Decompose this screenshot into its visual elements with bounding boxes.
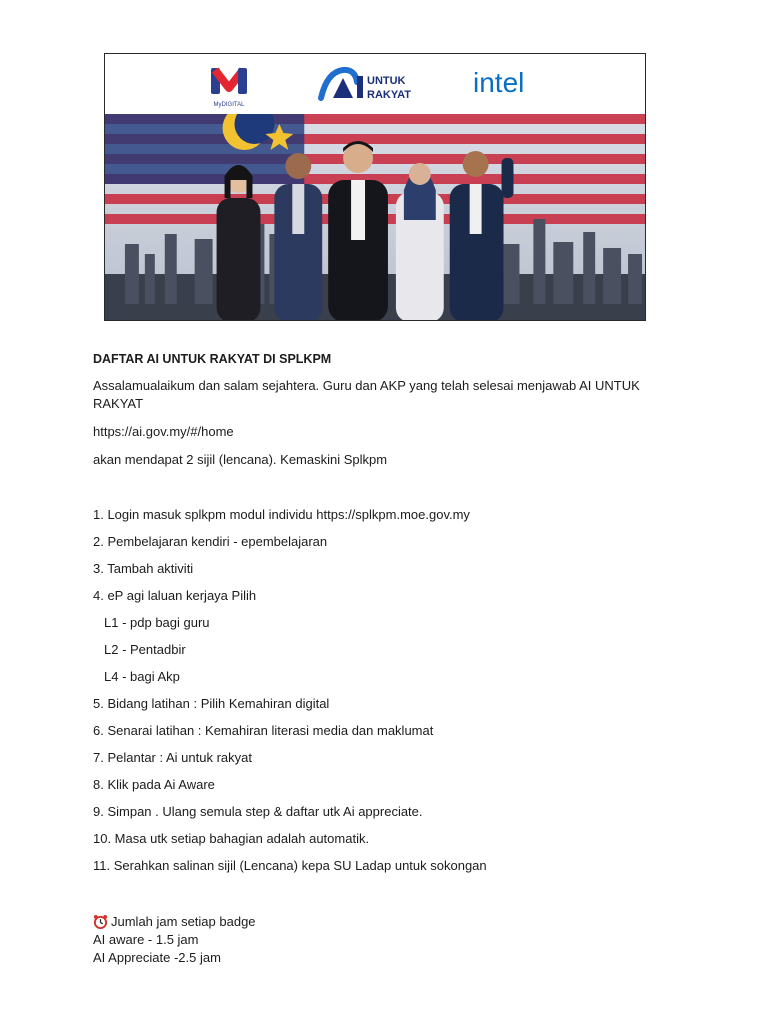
step-7: 7. Pelantar : Ai untuk rakyat bbox=[93, 750, 252, 765]
document-body bbox=[93, 350, 683, 967]
hours-ai-appreciate: AI Appreciate -2.5 jam bbox=[93, 950, 221, 965]
doc-title: DAFTAR AI UNTUK RAKYAT DI SPLKPM bbox=[93, 352, 332, 366]
step-4: 4. eP agi laluan kerjaya Pilih bbox=[93, 588, 257, 603]
ai-logo-top-text: UNTUK bbox=[367, 75, 406, 87]
mydigital-logo bbox=[209, 64, 249, 108]
banner-image bbox=[104, 53, 646, 321]
step-3: 3. Tambah aktiviti bbox=[93, 561, 194, 576]
intro-line-2: RAKYAT bbox=[93, 396, 144, 411]
step-9: 9. Simpan . Ulang semula step & daftar utk Ai appreciate. bbox=[93, 804, 423, 819]
logo-bar bbox=[105, 54, 645, 114]
ai-logo-bottom-text: RAKYAT bbox=[367, 89, 412, 101]
url-link[interactable]: https://ai.gov.my/#/home bbox=[93, 424, 234, 439]
step-5: 5. Bidang latihan : Pilih Kemahiran digital bbox=[93, 696, 330, 711]
mydigital-text: MyDIGITAL bbox=[213, 102, 245, 108]
step-6: 6. Senarai latihan : Kemahiran literasi media dan maklumat bbox=[93, 723, 434, 738]
cert-line: akan mendapat 2 sijil (lencana). Kemaskini Splkpm bbox=[93, 452, 388, 467]
step-10: 10. Masa utk setiap bahagian adalah automatik. bbox=[93, 831, 370, 846]
step-1: 1. Login masuk splkpm modul individu https://splkpm.moe.gov.my bbox=[93, 507, 470, 522]
intel-text: intel bbox=[473, 67, 525, 98]
step-2: 2. Pembelajaran kendiri - epembelajaran bbox=[93, 534, 328, 549]
hours-ai-aware: AI aware - 1.5 jam bbox=[93, 932, 199, 947]
intro-line-1: Assalamualaikum dan salam sejahtera. Guru dan AKP yang telah selesai menjawab AI UNTUK bbox=[93, 378, 640, 393]
intel-logo bbox=[471, 64, 551, 100]
banner-scene bbox=[105, 114, 645, 321]
hours-heading-line bbox=[93, 913, 683, 931]
ai-untuk-rakyat-logo bbox=[317, 64, 427, 104]
step-4-sub-l2: L2 - Pentadbir bbox=[104, 642, 186, 657]
step-4-sub-l4: L4 - bagi Akp bbox=[104, 669, 180, 684]
step-11: 11. Serahkan salinan sijil (Lencana) kepa SU Ladap untuk sokongan bbox=[93, 858, 487, 873]
step-8: 8. Klik pada Ai Aware bbox=[93, 777, 215, 792]
hours-heading: Jumlah jam setiap badge bbox=[111, 914, 256, 929]
alarm-clock-icon bbox=[93, 914, 108, 929]
step-4-sub-l1: L1 - pdp bagi guru bbox=[104, 615, 210, 630]
